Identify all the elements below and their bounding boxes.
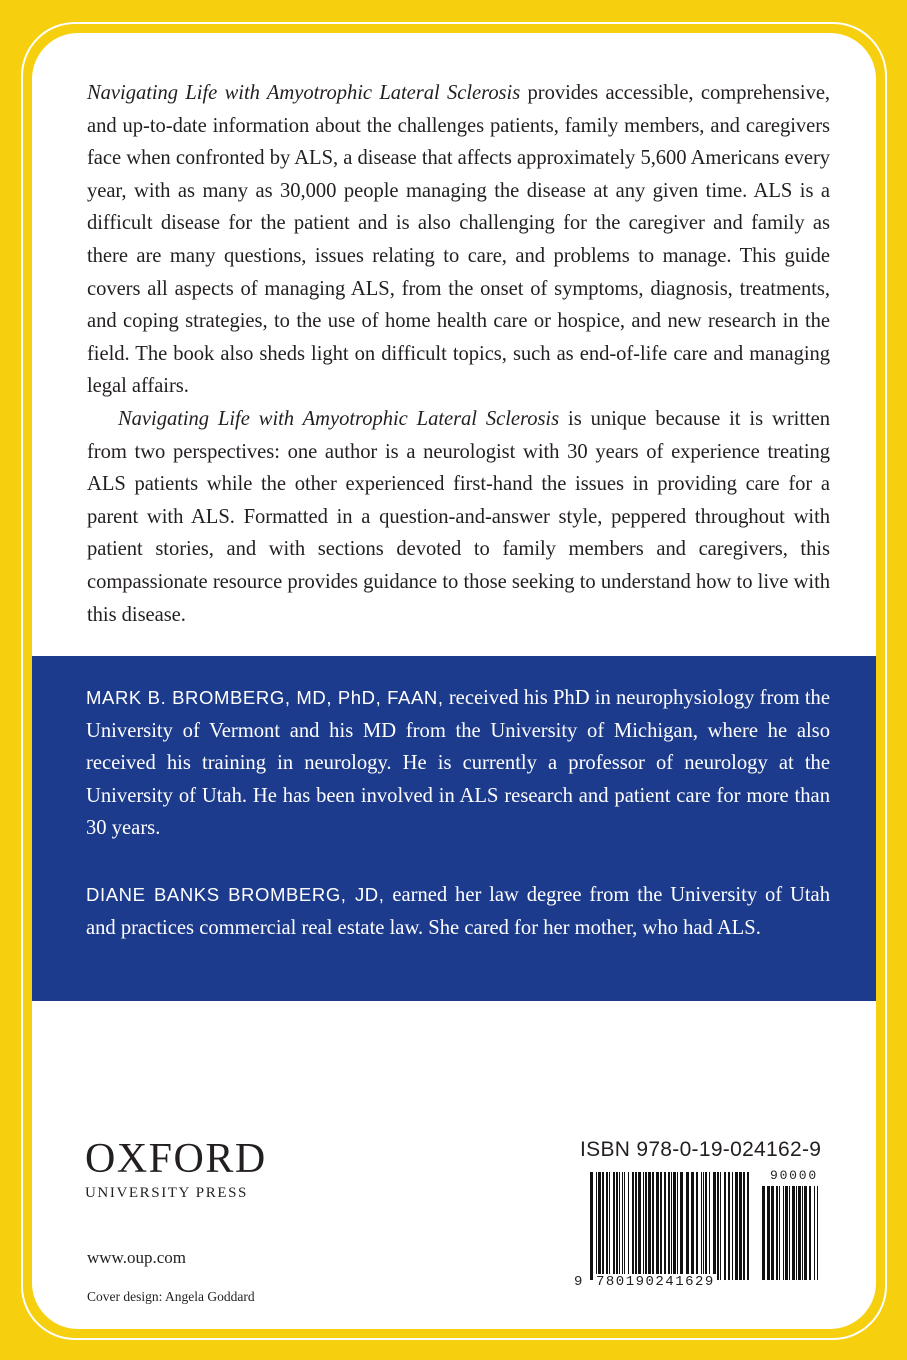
book-title-italic: Navigating Life with Amyotrophic Lateral Sclerosis <box>118 407 560 430</box>
author-name: DIANE BANKS BROMBERG, JD, <box>86 884 385 905</box>
back-cover-panel <box>32 33 876 1329</box>
price-code: 90000 <box>769 1168 818 1183</box>
barcode-digits: 780190241629 <box>596 1274 715 1290</box>
isbn-label: ISBN 978-0-19-024162-9 <box>580 1138 822 1161</box>
book-title-italic: Navigating Life with Amyotrophic Lateral Sclerosis <box>87 82 521 104</box>
description-paragraph-2 <box>87 403 830 631</box>
author-bio-band <box>32 656 876 1001</box>
publisher-name: OXFORD <box>85 1136 267 1182</box>
book-description <box>87 77 830 631</box>
author-name: MARK B. BROMBERG, MD, PhD, FAAN, <box>86 687 444 708</box>
oxford-logo <box>85 1138 267 1203</box>
publisher-subtitle: UNIVERSITY PRESS <box>85 1185 248 1201</box>
barcode-bars-icon <box>590 1172 750 1280</box>
author-bio-mark <box>86 682 830 845</box>
isbn-barcode-block <box>574 1138 822 1292</box>
cover-design-credit: Cover design: Angela Goddard <box>87 1289 255 1304</box>
author-bio-text: earned her law degree from the University of Utah and practices commercial real estate law. She cared for her mother, who had ALS. <box>86 884 830 939</box>
description-paragraph-1 <box>87 77 830 403</box>
barcode-lead-digit: 9 <box>574 1274 583 1290</box>
publisher-website: www.oup.com <box>87 1248 186 1267</box>
barcode <box>574 1168 820 1292</box>
author-bio-diane <box>86 879 830 944</box>
description-text-1: provides accessible, comprehensive, and up-to-date information about the challenges patients, family members, and caregivers face when confronted by ALS, a disease that affects approximately 5,600 Americans every year, with as many as 30,000 people managing the disease at any given time. ALS is a difficult disease for the patient and is also challenging for the caregiver and family as there are many questions, issues relating to care, and problems to manage. This guide covers all aspects of managing ALS, from the onset of symptoms, diagnosis, treatments, and coping strategies, to the use of home health care or hospice, and new research in the field. The book also sheds light on difficult topics, such as end-of-life care and managing legal affairs. <box>87 82 831 398</box>
barcode-addon-bars-icon <box>762 1186 818 1280</box>
author-bio-text: received his PhD in neurophysiology from the University of Vermont and his MD from the University of Michigan, where he also received his training in neurology. He is currently a professor of neurology at the University of Utah. He has been involved in ALS research and patient care for more than 30 years. <box>86 687 830 840</box>
description-text-2: is unique because it is written from two perspectives: one author is a neurologist with 30 years of experience treating ALS patients while the other experienced first-hand the issues in providing care for a parent with ALS. Formatted in a question-and-answer style, peppered throughout with patient stories, and with sections devoted to family members and caregivers, this compassionate resource provides guidance to those seeking to understand how to live with this disease. <box>87 407 831 626</box>
